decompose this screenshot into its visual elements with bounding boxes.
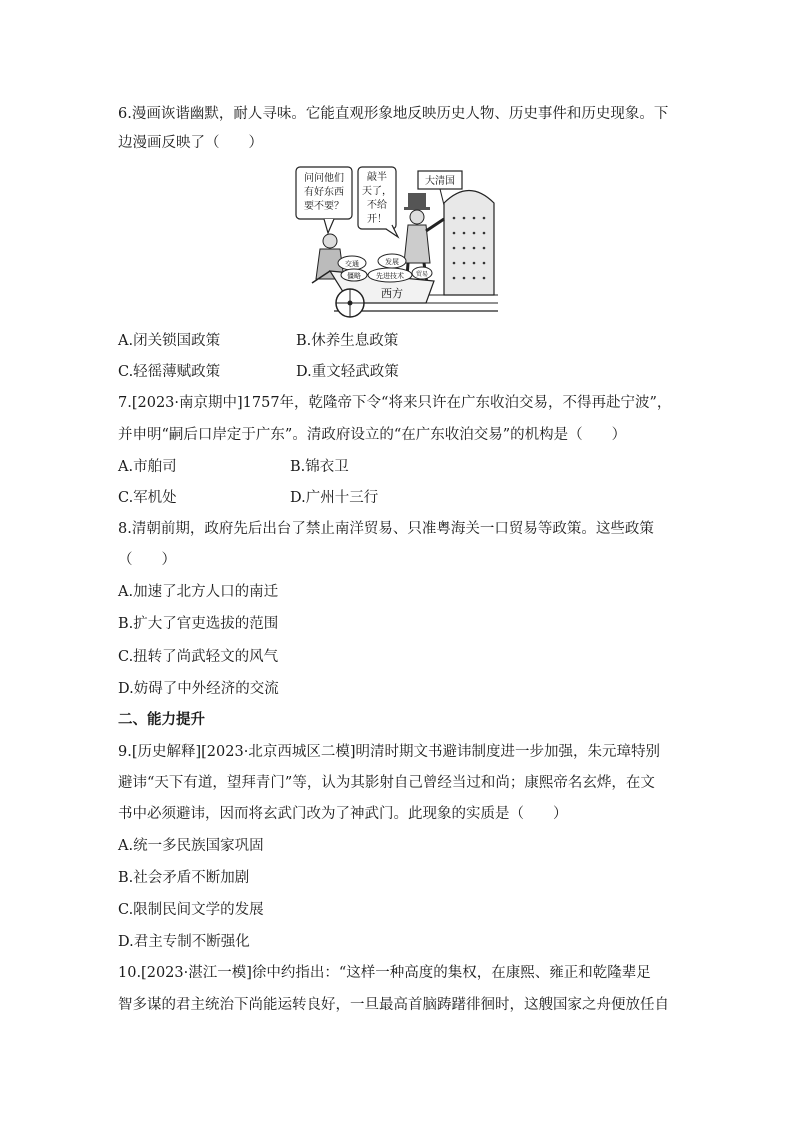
q9-option-d: D.君主专制不断强化 <box>118 934 250 950</box>
cargo-xianjinjishu: 先进技术 <box>376 272 404 280</box>
bubble-left-line3: 要不要？ <box>304 201 344 212</box>
q6-cartoon-image <box>294 163 500 323</box>
q9-option-a: A.统一多民族国家巩固 <box>118 838 264 854</box>
q8-stem-line2: （ ） <box>118 552 176 568</box>
q6-option-c: C.轻徭薄赋政策 <box>118 364 221 380</box>
cargo-jiaotong: 交通 <box>345 260 359 268</box>
q7-option-d: D.广州十三行 <box>290 490 379 506</box>
q8-option-c: C.扭转了尚武轻文的风气 <box>118 649 279 665</box>
q10-stem-line1: 10.[2023·湛江一模]徐中约指出：“这样一种高度的集权，在康熙、雍正和乾隆辈足 <box>118 965 651 981</box>
cargo-fazhan: 发展 <box>385 258 399 266</box>
q7-option-a: A.市舶司 <box>118 459 177 475</box>
q8-option-b: B.扩大了官吏选拔的范围 <box>118 616 279 632</box>
q7-option-c: C.军机处 <box>118 490 177 506</box>
q6-option-a: A.闭关锁国政策 <box>118 333 221 349</box>
q9-option-c: C.限制民间文学的发展 <box>118 902 264 918</box>
cartoon-sign-text: 大清国 <box>425 176 455 187</box>
cargo-maoyi: 贸易 <box>415 271 429 278</box>
q8-stem-line1: 8.清朝前期，政府先后出台了禁止南洋贸易、只准粤海关一口贸易等政策。这些政策 <box>118 521 654 537</box>
section-2-heading: 二、能力提升 <box>118 711 205 728</box>
bubble-left-line1: 问问他们 <box>304 173 344 184</box>
q7-option-b: B.锦衣卫 <box>290 459 349 475</box>
bubble-right-line4: 开！ <box>367 214 387 225</box>
q10-stem-line2: 智多谋的君主统治下尚能运转良好，一旦最高首脑踌躇徘徊时，这艘国家之舟便放任自 <box>118 997 669 1013</box>
q9-stem-line3: 书中必须避讳，因而将玄武门改为了神武门。此现象的实质是（ ） <box>118 806 568 822</box>
bubble-right-line3: 不给 <box>367 200 387 211</box>
cart-label: 西方 <box>381 287 403 300</box>
cargo-qinlue: 僵略 <box>347 272 361 280</box>
q7-stem-line1: 7.[2023·南京期中]1757年，乾隆帝下令“将来只许在广东收泊交易，不得再赴宁波”， <box>118 395 672 411</box>
q6-option-b: B.休养生息政策 <box>296 333 399 349</box>
q8-option-d: D.妨碍了中外经济的交流 <box>118 681 279 697</box>
bubble-left-line2: 有好东西 <box>304 187 344 198</box>
q9-option-b: B.社会矛盾不断加剧 <box>118 870 250 886</box>
bubble-right-line2: 天了， <box>362 186 392 197</box>
bubble-right-line1: 敲半 <box>367 172 387 183</box>
q9-stem-line2: 避讳“天下有道，望拜青门”等，认为其影射自己曾经当过和尚；康熙帝名玄烨，在文 <box>118 775 655 791</box>
q6-option-d: D.重文轻武政策 <box>296 364 399 380</box>
q6-stem-line2: 边漫画反映了（ ） <box>118 135 263 151</box>
q8-option-a: A.加速了北方人口的南迁 <box>118 584 279 600</box>
q7-stem-line2: 并申明“嗣后口岸定于广东”。清政府设立的“在广东收泊交易”的机构是（ ） <box>118 427 627 443</box>
q6-stem-line1: 6.漫画诙谐幽默，耐人寻味。它能直观形象地反映历史人物、历史事件和历史现象。下 <box>118 106 669 122</box>
q9-stem-line1: 9.[历史解释][2023·北京西城区二模]明清时期文书避讳制度进一步加强，朱元璋特别 <box>118 744 660 760</box>
